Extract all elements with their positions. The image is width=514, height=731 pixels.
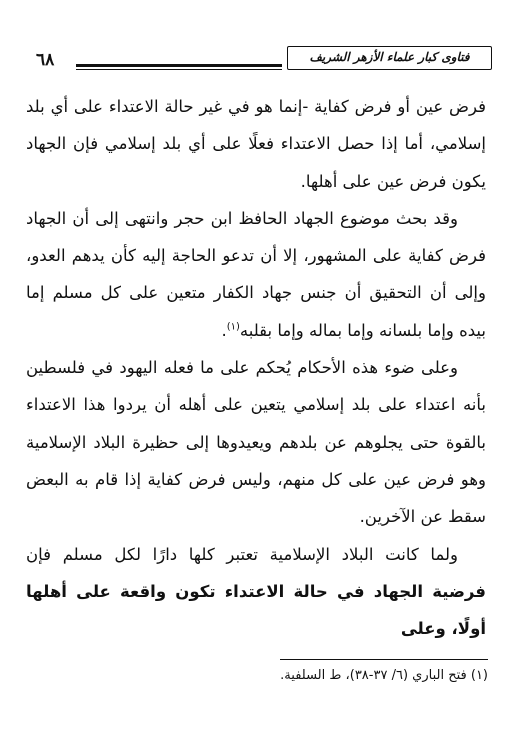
paragraph-1: فرض عين أو فرض كفاية -إنما هو في غير حالة الاعتداء على أي بلد إسلامي، أما إذا حصل الاعتداء فعلًا على أي بلد إسلامي فإن الجهاد يكون فرض عين على أهلها. [26,97,486,191]
paragraph-2 [26,200,486,349]
page-header [28,44,496,80]
header-rule-thick [76,64,282,67]
paragraph-4 [26,536,486,648]
paragraph-4-bold-text: فرضية الجهاد في حالة الاعتداء تكون واقعة على أهلها أولًا، وعلى [26,581,486,639]
header-rule-thin [76,69,282,70]
footnote: (١) فتح الباري (٦/ ٣٧-٣٨)، ط السلفية. [280,668,488,683]
page-number: ٦٨ [36,50,55,70]
paragraph-2-end: . [221,320,227,340]
running-title: فتاوى كبار علماء الأزهر الشريف [287,46,492,70]
footnote-reference: (١) [226,321,240,333]
body-text [26,88,486,647]
paragraph-2-text: وقد بحث موضوع الجهاد الحافظ ابن حجر وانتهى إلى أن الجهاد فرض كفاية على المشهور، إلا أن تدعو الحاجة إليه كأن يدهم العدو، وإلى أن التحقيق أن جنس جهاد الكفار متعين على كل مسلم إما بيده وإما بلسانه وإما بماله وإما بقلبه [26,208,486,340]
footnote-separator [280,659,488,660]
paragraph-3: وعلى ضوء هذه الأحكام يُحكم على ما فعله اليهود في فلسطين بأنه اعتداء على بلد إسلامي يتعين على أهله أن يردوا هذا الاعتداء بالقوة حتى يجلوهم عن بلدهم ويعيدوها إلى حظيرة البلاد الإسلامية وهو فرض عين على كل منهم، وليس فرض كفاية إذا قام به البعض سقط عن الآخرين. [26,358,486,527]
paragraph-4-text: ولما كانت البلاد الإسلامية تعتبر كلها دارًا لكل مسلم فإن [26,544,458,564]
